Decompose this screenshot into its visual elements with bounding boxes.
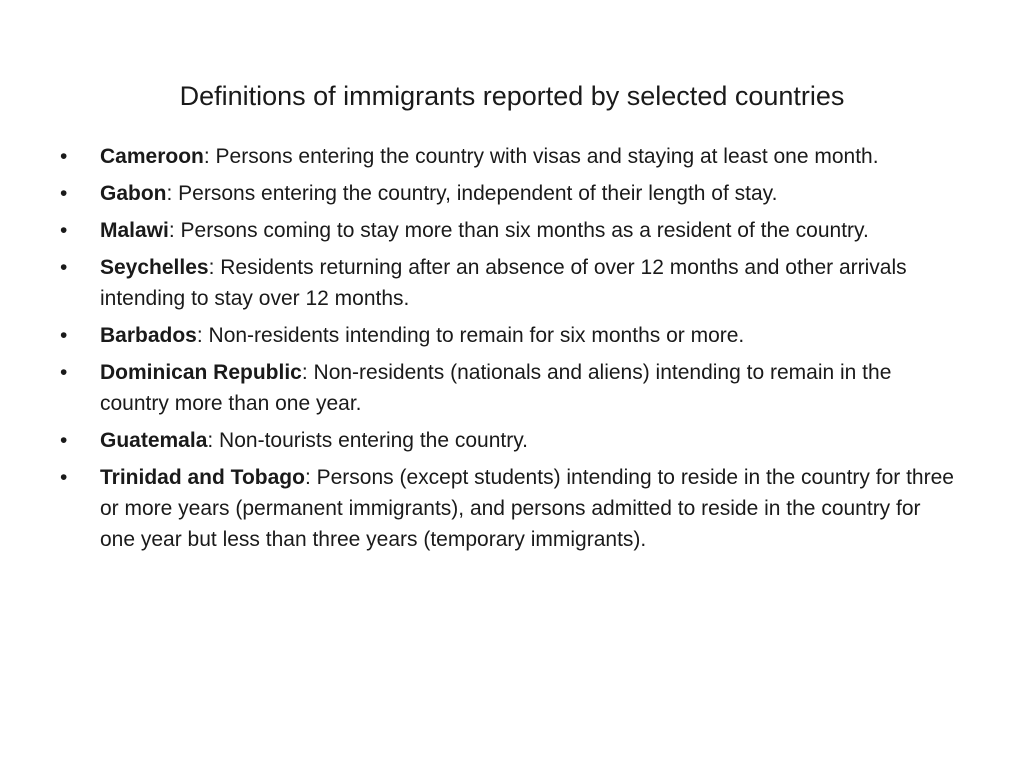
country-definition: : Non-residents intending to remain for six months or more. — [196, 324, 745, 347]
definitions-list — [60, 141, 960, 561]
country-definition: : Persons entering the country with visas and staying at least one month. — [203, 145, 879, 168]
list-item-barbados — [60, 320, 960, 351]
bullet-icon: • — [60, 256, 68, 279]
country-name: Barbados — [100, 324, 197, 347]
country-name: Gabon — [100, 182, 167, 205]
bullet-icon: • — [60, 182, 68, 205]
list-item-guatemala — [60, 425, 960, 456]
country-definition: : Residents returning after an absence of over 12 months and other arrivals intending to stay over 12 months. — [100, 256, 907, 310]
country-name: Dominican Republic — [100, 361, 302, 384]
country-name: Malawi — [100, 219, 169, 242]
bullet-icon: • — [60, 361, 68, 384]
bullet-icon: • — [60, 145, 68, 168]
country-definition: : Persons coming to stay more than six months as a resident of the country. — [168, 219, 869, 242]
list-item-gabon — [60, 178, 960, 209]
list-item-seychelles — [60, 252, 960, 314]
bullet-icon: • — [60, 466, 68, 489]
bullet-icon: • — [60, 429, 68, 452]
country-definition: : Persons entering the country, independent of their length of stay. — [166, 182, 778, 205]
country-name: Cameroon — [100, 145, 204, 168]
country-definition: : Persons (except students) intending to reside in the country for three or more years (permanent immigrants), and persons admitted to reside in the country for one year but less than three years (temporary immigrants). — [100, 466, 954, 551]
country-definition: : Non-tourists entering the country. — [207, 429, 528, 452]
list-item-malawi — [60, 215, 960, 246]
country-name: Seychelles — [100, 256, 209, 279]
list-item-cameroon — [60, 141, 960, 172]
country-name: Guatemala — [100, 429, 208, 452]
list-item-dominican-republic — [60, 357, 960, 419]
bullet-icon: • — [60, 219, 68, 242]
bullet-icon: • — [60, 324, 68, 347]
country-definition: : Non-residents (nationals and aliens) intending to remain in the country more than one year. — [100, 361, 892, 415]
slide-title: Definitions of immigrants reported by selected countries — [179, 81, 845, 111]
list-item-trinidad-and-tobago — [60, 462, 960, 555]
country-name: Trinidad and Tobago — [100, 466, 305, 489]
